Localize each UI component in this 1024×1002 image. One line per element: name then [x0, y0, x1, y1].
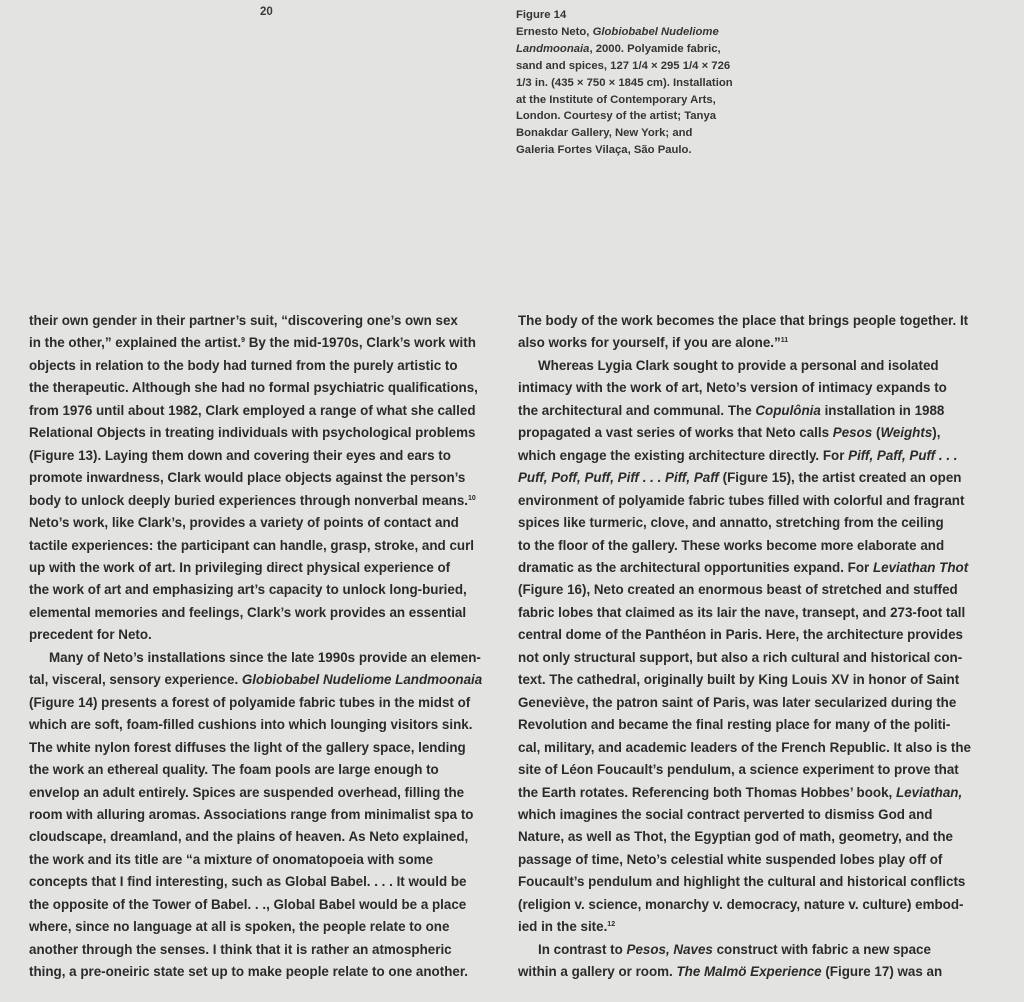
- caption-line: sand and spices, 127 1/4 × 295 1/4 × 726: [516, 59, 731, 72]
- text-line: text. The cathedral, originally built by King Louis XV in honor of Saint: [518, 672, 960, 688]
- text-line: Neto’s work, like Clark’s, provides a variety of points of contact and: [29, 515, 459, 531]
- text-line: promote inwardness, Clark would place objects against the person’s: [29, 470, 466, 486]
- text-line: the work and its title are “a mixture of onomatopoeia with some: [29, 851, 434, 867]
- text-line: which engage the existing architecture directly. For Piff, Paff, Puff . . .: [518, 447, 958, 463]
- caption-line: 1/3 in. (435 × 750 × 1845 cm). Installation: [516, 76, 733, 89]
- footnote-marker: 10: [468, 494, 476, 502]
- italic-title: Weights: [880, 425, 933, 441]
- text-line: precedent for Neto.: [29, 627, 152, 643]
- text-line: elemental memories and feelings, Clark’s work provides an essential: [29, 604, 467, 620]
- text-line: the opposite of the Tower of Babel. . ., Global Babel would be a place: [29, 896, 467, 912]
- text-line: another through the senses. I think that it is rather an atmospheric: [29, 941, 452, 957]
- text-line: Foucault’s pendulum and highlight the cultural and historical conflicts: [518, 874, 966, 890]
- italic-title: The Malmö Experience: [676, 964, 822, 980]
- text-line: Puff, Poff, Puff, Piff . . . Piff, Paff (Figure 15), the artist created an open: [518, 470, 962, 486]
- text-line: which are soft, foam-filled cushions into which lounging visitors sink.: [29, 717, 473, 733]
- text-line: (religion v. science, monarchy v. democracy, nature v. culture) embod-: [518, 896, 964, 912]
- italic-title: Leviathan Thot: [872, 559, 969, 575]
- text-line: cloudscape, dreamland, and the plains of heaven. As Neto explained,: [29, 829, 469, 845]
- caption-line: Ernesto Neto, Globiobabel Nudeliome: [516, 25, 719, 38]
- body-text-right-column: [518, 310, 998, 984]
- figure-caption: [516, 7, 756, 159]
- caption-line: at the Institute of Contemporary Arts,: [516, 93, 716, 106]
- text-line: which imagines the social contract perverted to dismiss God and: [518, 806, 933, 822]
- footnote-marker: 9: [241, 337, 245, 345]
- text-line: tactile experiences: the participant can handle, grasp, stroke, and curl: [29, 537, 475, 553]
- text-line: thing, a pre-oneiric state set up to make people relate to one another.: [29, 964, 469, 980]
- text-line: environment of polyamide fabric tubes filled with colorful and fragrant: [518, 492, 965, 508]
- text-line: where, since no language at all is spoken, the people relate to one: [29, 919, 450, 935]
- text-line: spices like turmeric, clove, and annatto, stretching from the ceiling: [518, 515, 944, 531]
- text-line: (Figure 13). Laying them down and covering their eyes and ears to: [29, 447, 451, 463]
- text-line: body to unlock deeply buried experiences through nonverbal means.$^{10}$: [29, 492, 476, 508]
- text-line: room with alluring aromas. Associations range from minimalist spa to: [29, 806, 474, 822]
- caption-line: Landmoonaia, 2000. Polyamide fabric,: [516, 42, 721, 55]
- italic-title: Copulônia: [755, 402, 821, 418]
- text-line: from 1976 until about 1982, Clark employed a range of what she called: [29, 402, 476, 418]
- text-line: cal, military, and academic leaders of the French Republic. It also is the: [518, 739, 971, 755]
- text-line: Nature, as well as Thot, the Egyptian god of math, geometry, and the: [518, 829, 954, 845]
- text-line: also works for yourself, if you are alone.”$^{11}$: [518, 335, 789, 351]
- text-line: passage of time, Neto’s celestial white suspended lobes play off of: [518, 851, 943, 867]
- page-number: 20: [260, 6, 273, 18]
- caption-line: Bonakdar Gallery, New York; and: [516, 127, 693, 140]
- text-line: Many of Neto’s installations since the late 1990s provide an elemen-: [49, 649, 481, 665]
- text-line: the Earth rotates. Referencing both Thomas Hobbes’ book, Leviathan,: [518, 784, 963, 800]
- italic-title: Landmoonaia: [516, 42, 590, 55]
- body-text-left-column: [29, 310, 509, 984]
- text-line: the work an ethereal quality. The foam pools are large enough to: [29, 762, 439, 778]
- text-line: The white nylon forest diffuses the light of the gallery space, lending: [29, 739, 466, 755]
- footnote-marker: 12: [607, 921, 616, 929]
- italic-title: Leviathan,: [895, 784, 963, 800]
- text-line: intimacy with the work of art, Neto’s version of intimacy expands to: [518, 380, 947, 396]
- text-line: ied in the site.$^{12}$: [518, 919, 616, 935]
- text-line: The body of the work becomes the place that brings people together. It: [518, 313, 969, 328]
- caption-line: Figure 14: [516, 9, 567, 21]
- text-line: within a gallery or room. The Malmö Experience (Figure 17) was an: [518, 964, 943, 980]
- text-line: the work of art and emphasizing art’s capacity to unlock long-buried,: [29, 582, 467, 598]
- text-line: to the floor of the gallery. These works become more elaborate and: [518, 537, 945, 553]
- italic-title: Piff, Paff, Puff . . .: [848, 447, 958, 463]
- italic-title: Globiobabel Nudeliome: [592, 25, 719, 38]
- text-line: Revolution and became the final resting place for many of the politi-: [518, 717, 951, 733]
- text-line: up with the work of art. In privileging direct physical experience of: [29, 559, 451, 575]
- text-line: site of Léon Foucault’s pendulum, a science experiment to prove that: [518, 762, 959, 778]
- text-line: Geneviève, the patron saint of Paris, was later secularized during the: [518, 694, 957, 710]
- footnote-marker: 11: [780, 337, 789, 345]
- text-line: (Figure 14) presents a forest of polyamide fabric tubes in the midst of: [29, 694, 471, 710]
- text-line: in the other,” explained the artist.$^9$ By the mid-1970s, Clark’s work with: [29, 335, 476, 351]
- text-line: In contrast to Pesos, Naves construct with fabric a new space: [538, 941, 931, 957]
- text-line: not only structural support, but also a rich cultural and historical con-: [518, 649, 963, 665]
- text-line: Whereas Lygia Clark sought to provide a personal and isolated: [538, 357, 939, 373]
- text-line: Relational Objects in treating individuals with psychological problems: [29, 425, 476, 441]
- text-line: envelop an adult entirely. Spices are suspended overhead, filling the: [29, 784, 465, 800]
- italic-title: Pesos: [832, 425, 873, 441]
- text-line: (Figure 16), Neto created an enormous beast of stretched and stuffed: [518, 582, 958, 598]
- caption-line: Galeria Fortes Vilaça, São Paulo.: [516, 144, 692, 157]
- text-line: tal, visceral, sensory experience. Globiobabel Nudeliome Landmoonaia: [29, 672, 483, 688]
- text-line: fabric lobes that claimed as its lair the nave, transept, and 273-foot tall: [518, 604, 966, 620]
- text-line: objects in relation to the body had turned from the purely artistic to: [29, 357, 458, 373]
- text-line: dramatic as the architectural opportunities expand. For Leviathan Thot: [518, 559, 969, 575]
- text-line: the therapeutic. Although she had no formal psychiatric qualifications,: [29, 380, 478, 396]
- italic-title: Puff, Poff, Puff, Piff . . . Piff, Paff: [518, 470, 719, 486]
- text-line: central dome of the Panthéon in Paris. Here, the architecture provides: [518, 627, 963, 643]
- text-line: the architectural and communal. The Copulônia installation in 1988: [518, 402, 945, 418]
- caption-line: London. Courtesy of the artist; Tanya: [516, 110, 717, 123]
- text-line: their own gender in their partner’s suit, “discovering one’s own sex: [29, 313, 458, 328]
- italic-title: Pesos, Naves: [626, 941, 713, 957]
- text-line: propagated a vast series of works that Neto calls Pesos (Weights),: [518, 425, 941, 441]
- text-line: concepts that I find interesting, such as Global Babel. . . . It would be: [29, 874, 467, 890]
- italic-title: Globiobabel Nudeliome Landmoonaia: [241, 672, 483, 688]
